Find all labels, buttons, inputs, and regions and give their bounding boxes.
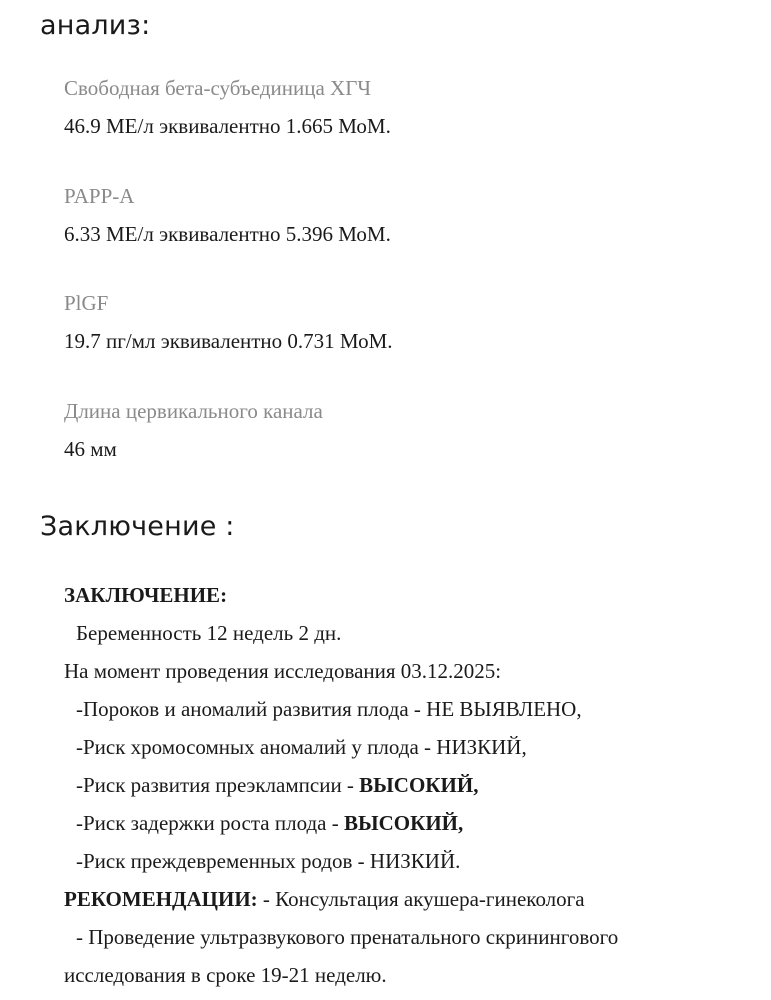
finding-item (64, 847, 754, 885)
finding-text: -Риск развития преэклампсии - (76, 773, 360, 797)
metric-value: 19.7 пг/мл эквивалентно 0.731 МоМ. (64, 329, 393, 353)
finding-text: -Риск задержки роста плода - (76, 811, 344, 835)
metric-value: 46 мм (64, 437, 117, 461)
finding-item (64, 695, 754, 733)
analysis-heading: анализ: (40, 10, 151, 41)
metric-plgf (64, 289, 393, 355)
metric-label: Свободная бета-субъединица ХГЧ (64, 76, 371, 100)
metric-label: PlGF (64, 291, 109, 315)
conclusion-body (64, 581, 754, 999)
metric-value: 6.33 МЕ/л эквивалентно 5.396 МоМ. (64, 222, 391, 246)
finding-item (64, 733, 754, 771)
conclusion-heading: Заключение : (40, 511, 235, 542)
finding-text: -Пороков и аномалий развития плода - НЕ ВЫЯВЛЕНО, (76, 697, 582, 721)
finding-item (64, 809, 754, 847)
finding-text: -Риск хромосомных аномалий у плода - НИЗКИЙ, (76, 735, 527, 759)
recommendations-line (64, 885, 754, 923)
recommendations-label: РЕКОМЕНДАЦИИ: (64, 887, 258, 911)
pregnancy-term: Беременность 12 недель 2 дн. (76, 621, 342, 645)
metric-cervical-length (64, 397, 323, 463)
finding-text: -Риск преждевременных родов - НИЗКИЙ. (76, 849, 461, 873)
finding-emphasis: ВЫСОКИЙ, (343, 811, 464, 835)
recommendation-item: - Проведение ультразвукового пренатального скринингового (76, 925, 619, 949)
metric-hcg (64, 74, 391, 140)
recommendation-item-continued: исследования в сроке 19-21 неделю. (64, 963, 387, 987)
finding-item (64, 771, 754, 809)
conclusion-title-line (64, 581, 754, 619)
metric-label: Длина цервикального канала (64, 399, 323, 423)
metric-value: 46.9 МЕ/л эквивалентно 1.665 МоМ. (64, 114, 391, 138)
conclusion-title: ЗАКЛЮЧЕНИЕ: (64, 583, 228, 607)
metric-papp-a (64, 182, 391, 248)
study-date-line: На момент проведения исследования 03.12.2025: (64, 659, 502, 683)
finding-emphasis: ВЫСОКИЙ, (359, 773, 479, 797)
metric-label: PAPP-A (64, 184, 135, 208)
recommendation-item: - Консультация акушера-гинеколога (257, 887, 585, 911)
